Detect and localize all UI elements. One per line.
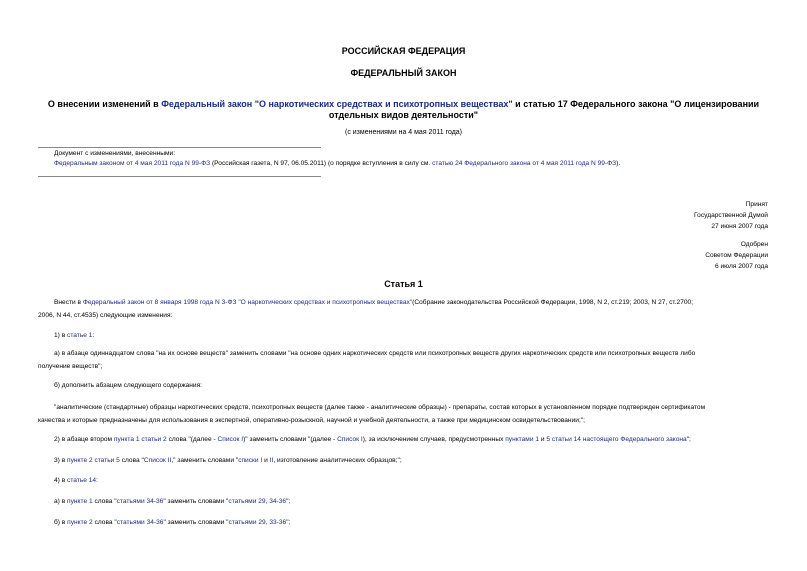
- article-intro: Внести в Федеральный закон от 8 января 1998 года N 3-ФЗ "О наркотических средствах и психотропных веществах"(Собрание законодательства Российской Федерации, 1998, N 2, ст.219; 2003, N 27, ст.2700; 2006, N 44, ст.4535) следующие изменения:: [38, 299, 694, 319]
- changes-label: Документ с изменениями, внесенными:: [54, 150, 176, 157]
- link-articles-34-36-b[interactable]: статьями 34-36: [116, 519, 164, 526]
- changes-link-article24[interactable]: статью 24 Федерального закона от 4 мая 2011 года N 99-ФЗ: [432, 160, 617, 167]
- link-items-1[interactable]: пунктами 1: [505, 436, 539, 443]
- link-item1-article2[interactable]: пункта 1 статьи 2: [113, 436, 167, 443]
- rule-bottom: [38, 176, 321, 177]
- item-4a: а) в пункте 1 слова "статьями 34-36" заменить словами "статьями 29, 34-36";: [54, 498, 291, 505]
- item-2: 2) в абзаце втором пункта 1 статьи 2 слова "(далее - Список I)" заменить словами "(далее - Список I), за исключением случаев, предусмотренных пунктами 1 и 5 статьи 14 настоящего Федерального закона";: [54, 436, 691, 443]
- link-list-ii[interactable]: Список II: [143, 457, 172, 464]
- changes-line: Федеральным законом от 4 мая 2011 года N 99-ФЗ (Российская газета, N 97, 06.05.2011) (о порядке вступления в силу см. статью 24 Федерального закона от 4 мая 2011 года N 99-ФЗ).: [54, 160, 621, 167]
- item-1b-quote: "аналитические (стандартные) образцы наркотических средств, психотропных веществ (далее также - аналитические образцы) - препараты, состав которых в установленном порядке подтвержден сертификатом качества и которые предназначены для использования в экспертной, оперативно-розыскной, научной и учебной деятельности, а также при медицинском освидетельствовании;";: [38, 404, 706, 424]
- item-4b: б) в пункте 2 слова "статьями 34-36" заменить словами "статьями 29, 33-36";: [54, 519, 291, 526]
- link-item2-article5[interactable]: пункте 2 статьи 5: [67, 457, 120, 464]
- link-list-ii-b[interactable]: II: [269, 457, 274, 464]
- link-article-1[interactable]: статье 1: [67, 332, 93, 339]
- link-articles-29-34-36[interactable]: статьями 29, 34-36: [228, 498, 287, 505]
- amended-note: (с изменениями на 4 мая 2011 года): [344, 129, 463, 136]
- changes-link-99fz[interactable]: Федеральным законом от 4 мая 2011 года N 99-ФЗ: [54, 160, 211, 167]
- country-heading: РОССИЙСКАЯ ФЕДЕРАЦИЯ: [341, 46, 466, 56]
- link-article-14[interactable]: статье 14: [67, 477, 97, 484]
- law-title: О внесении изменений в Федеральный закон "О наркотических средствах и психотропных веществах" и статью 17 Федерального закона "О лицензировании отдельных видов деятельности": [47, 99, 760, 120]
- link-list-i-a[interactable]: Список I: [217, 436, 244, 443]
- title-link-narcotics-law[interactable]: Федеральный закон "О наркотических средствах и психотропных веществах": [161, 99, 513, 109]
- item-1: 1) в статье 1:: [54, 332, 95, 339]
- article-heading: Статья 1: [384, 279, 423, 289]
- adoption-council: Одобрен Советом Федерации 6 июля 2007 года: [705, 241, 768, 270]
- link-articles-29-33-36[interactable]: статьями 29, 33-36: [228, 519, 287, 526]
- link-lists-i[interactable]: списки I: [238, 457, 263, 464]
- item-4: 4) в статье 14:: [54, 477, 98, 484]
- adoption-duma: Принят Государственной Думой 27 июня 2007 года: [694, 201, 768, 230]
- intro-link-3fz[interactable]: Федеральный закон от 8 января 1998 года N 3-ФЗ "О наркотических средствах и психотропных веществах": [82, 299, 413, 306]
- link-item-2[interactable]: пункте 2: [67, 519, 93, 526]
- law-type-heading: ФЕДЕРАЛЬНЫЙ ЗАКОН: [350, 68, 457, 78]
- item-1b: б) дополнить абзацем следующего содержания:: [54, 382, 203, 389]
- item-1a: а) в абзаце одиннадцатом слова "на их основе веществ" заменить словами "на основе одних наркотических средств или психотропных веществ других наркотических средств или психотропных веществ либо получение веществ";: [38, 350, 696, 370]
- link-item-1[interactable]: пункте 1: [67, 498, 93, 505]
- rule-top: [38, 147, 321, 148]
- item-3: 3) в пункте 2 статьи 5 слова "Список II," заменить словами "списки I и II, изготовление аналитических образцов;";: [54, 457, 402, 464]
- link-item5-article14[interactable]: 5 статьи 14 настоящего Федерального закона: [546, 436, 687, 443]
- link-list-i-b[interactable]: Список I: [337, 436, 363, 443]
- link-articles-34-36-a[interactable]: статьями 34-36: [116, 498, 164, 505]
